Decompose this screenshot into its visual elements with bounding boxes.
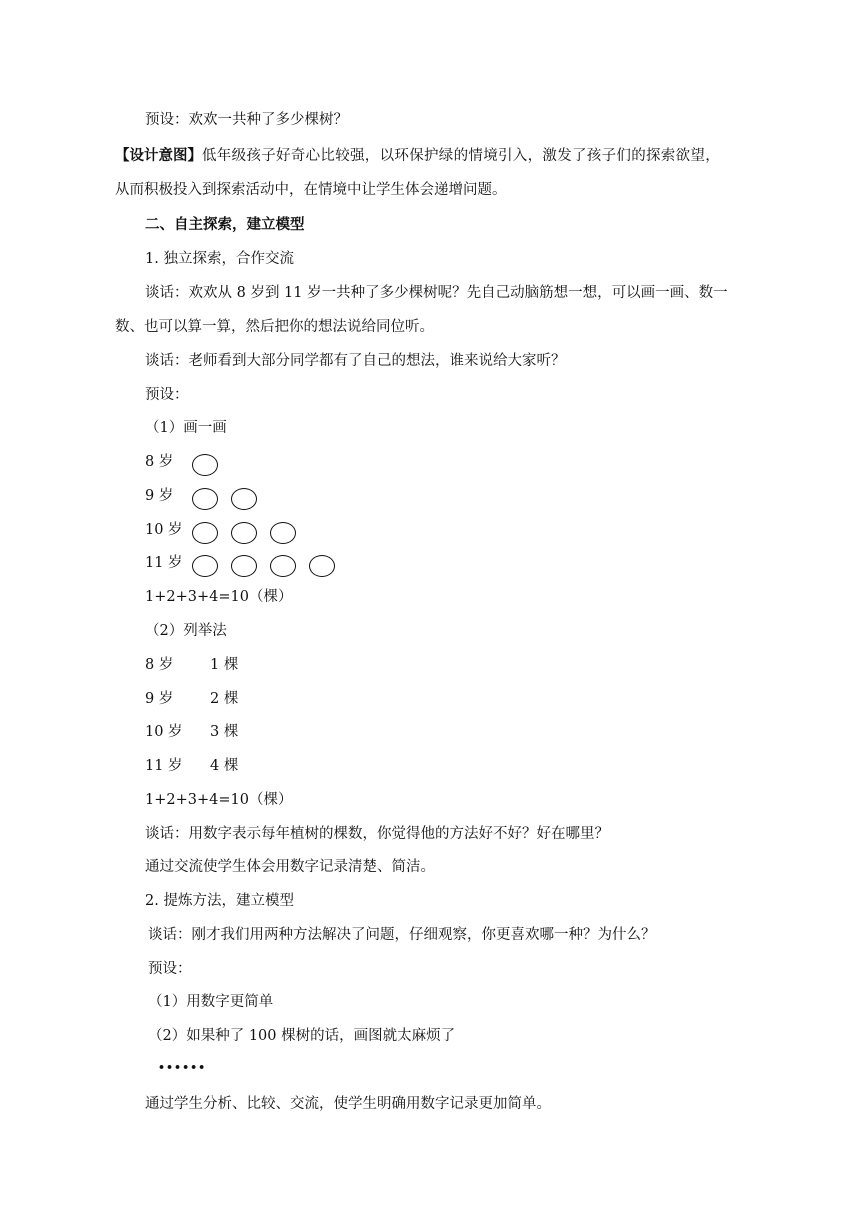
tree-circle [309, 555, 335, 577]
tree-circle [192, 522, 218, 544]
preset-option-1: （1）用数字更简单 [148, 994, 274, 1010]
age-11-label: 11 岁 [145, 555, 183, 571]
tree-circle [231, 488, 257, 510]
tree-circle [270, 555, 296, 577]
tree-circle [192, 555, 218, 577]
age-8-label: 8 岁 [145, 454, 174, 470]
section-heading: 二、自主探索，建立模型 [145, 216, 305, 233]
design-intent-line1 [115, 146, 720, 166]
tree-circle [192, 454, 218, 476]
talk-1-line1: 谈话：欢欢从 8 岁到 11 岁一共种了多少棵树呢？先自己动脑筋想一想，可以画一画、数一 [145, 285, 728, 301]
tree-circle [231, 555, 257, 577]
tree-circle [231, 522, 257, 544]
talk-4: 谈话：刚才我们用两种方法解决了问题，仔细观察，你更喜欢哪一种？为什么？ [148, 927, 656, 943]
preset-question: 预设：欢欢一共种了多少棵树？ [145, 112, 348, 128]
talk-3: 谈话：用数字表示每年植树的棵数，你觉得他的方法好不好？好在哪里？ [145, 826, 609, 842]
tree-circle [270, 522, 296, 544]
ellipsis-dots: •••••• [158, 1061, 207, 1074]
list-age-10: 10 岁 [145, 724, 183, 740]
list-age-9: 9 岁 [145, 691, 174, 707]
design-intent-line2: 从而积极投入到探索活动中，在情境中让学生体会递增问题。 [115, 182, 507, 198]
list-trees-9: 2 棵 [210, 691, 239, 707]
tree-circle [192, 488, 218, 510]
talk-1-line2: 数、也可以算一算，然后把你的想法说给同位听。 [115, 319, 434, 335]
sum-1: 1+2+3+4=10（棵） [145, 589, 293, 605]
method-draw-label: （1）画一画 [145, 420, 227, 436]
method-list-label: （2）列举法 [145, 623, 227, 639]
preset-label-2: 预设： [148, 961, 192, 977]
list-trees-10: 3 棵 [210, 724, 239, 740]
sum-2: 1+2+3+4=10（棵） [145, 792, 293, 808]
preset-label: 预设： [145, 387, 189, 403]
design-intent-text: 低年级孩子好奇心比较强，以环保护绿的情境引入，激发了孩子们的探索欲望， [202, 148, 720, 164]
preset-option-2: （2）如果种了 100 棵树的话，画图就太麻烦了 [148, 1028, 456, 1044]
age-9-label: 9 岁 [145, 488, 174, 504]
list-age-11: 11 岁 [145, 758, 183, 774]
talk-2: 谈话：老师看到大部分同学都有了自己的想法，谁来说给大家听？ [145, 353, 566, 369]
list-trees-11: 4 棵 [210, 758, 239, 774]
design-intent-tag: 【设计意图】 [115, 147, 202, 164]
subheading-2: 2. 提炼方法，建立模型 [145, 893, 294, 909]
list-age-8: 8 岁 [145, 657, 174, 673]
list-trees-8: 1 棵 [210, 657, 239, 673]
age-10-label: 10 岁 [145, 522, 183, 538]
subheading-1: 1. 独立探索，合作交流 [145, 251, 294, 267]
conclusion-1: 通过交流使学生体会用数字记录清楚、简洁。 [145, 859, 435, 875]
conclusion-2: 通过学生分析、比较、交流，使学生明确用数字记录更加简单。 [145, 1096, 551, 1112]
